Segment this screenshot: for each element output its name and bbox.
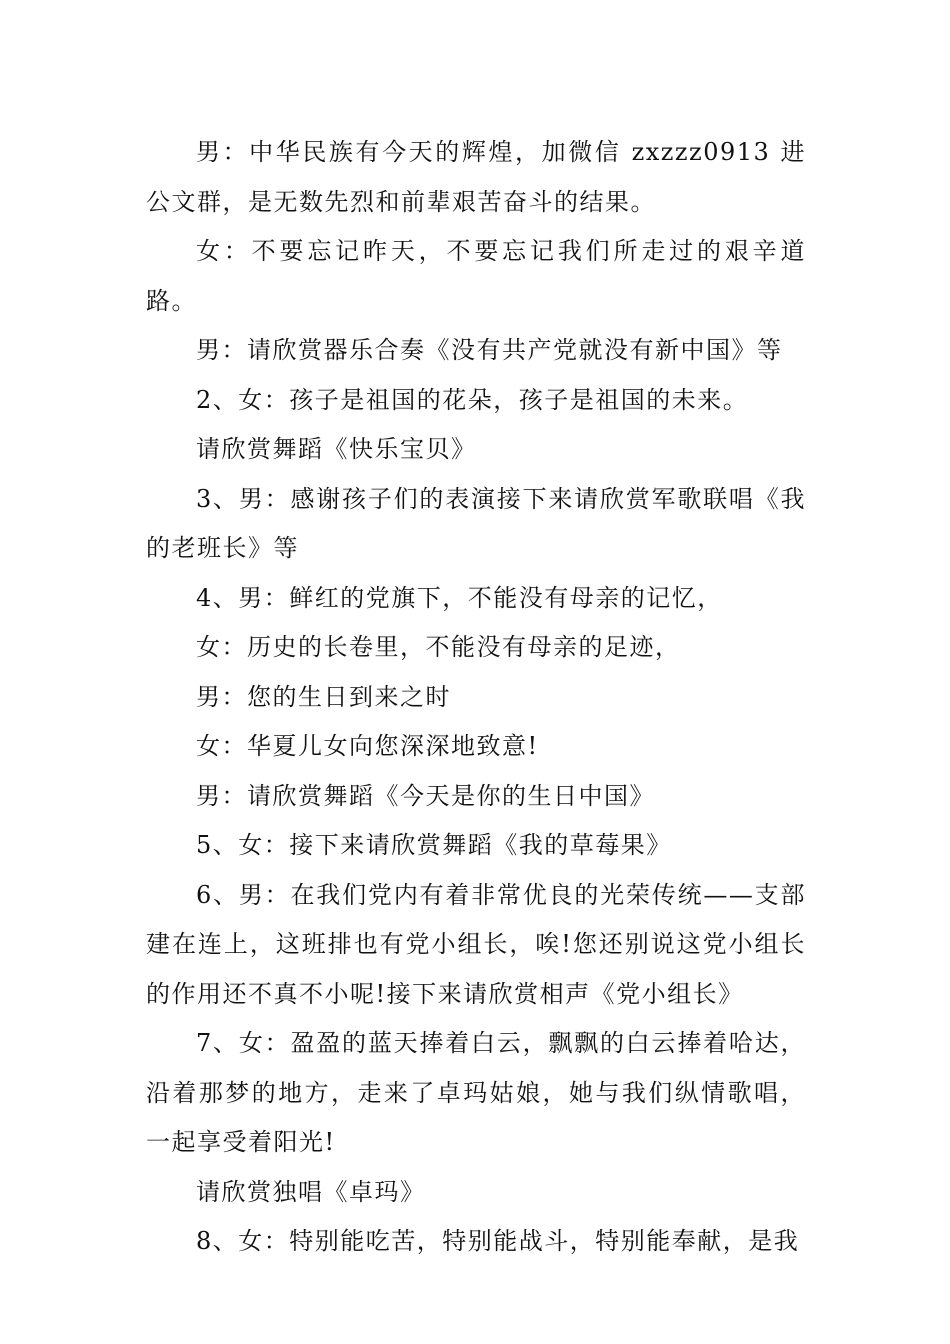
paragraph: 男：请欣赏器乐合奏《没有共产党就没有新中国》等 xyxy=(196,336,783,364)
paragraph: 请欣赏独唱《卓玛》 xyxy=(196,1177,426,1206)
paragraph: 女：不要忘记昨天，不要忘记我们所走过的艰辛道路。 xyxy=(146,237,806,315)
paragraph: 男：您的生日到来之时 xyxy=(196,682,451,711)
paragraph: 4、男：鲜红的党旗下，不能没有母亲的记忆， xyxy=(196,583,723,612)
paragraph: 7、女：盈盈的蓝天捧着白云，飘飘的白云捧着哈达，沿着那梦的地方，走来了卓玛姑娘，她与我们纵情歌唱，一起享受着阳光! xyxy=(146,1029,806,1156)
paragraph: 请欣赏舞蹈《快乐宝贝》 xyxy=(196,435,477,463)
paragraph: 6、男：在我们党内有着非常优良的光荣传统——支部建在连上，这班排也有党小组长，唉!您还别说这党小组长的作用还不真不小呢!接下来请欣赏相声《党小组长》 xyxy=(146,880,806,1008)
paragraph: 男：请欣赏舞蹈《今天是你的生日中国》 xyxy=(196,781,655,810)
paragraph: 女：历史的长卷里，不能没有母亲的足迹， xyxy=(196,633,681,661)
document-body xyxy=(146,128,806,1267)
paragraph: 男：中华民族有今天的辉煌，加微信 zxzzz0913 进公文群，是无数先烈和前辈艰苦奋斗的结果。 xyxy=(146,138,806,216)
paragraph: 5、女：接下来请欣赏舞蹈《我的草莓果》 xyxy=(196,831,672,859)
paragraph: 2、女：孩子是祖国的花朵，孩子是祖国的未来。 xyxy=(196,385,749,414)
paragraph: 女：华夏儿女向您深深地致意! xyxy=(196,732,539,760)
paragraph: 8、女：特别能吃苦，特别能战斗，特别能奉献，是我 xyxy=(196,1227,800,1255)
paragraph: 3、男：感谢孩子们的表演接下来请欣赏军歌联唱《我的老班长》等 xyxy=(146,484,806,562)
